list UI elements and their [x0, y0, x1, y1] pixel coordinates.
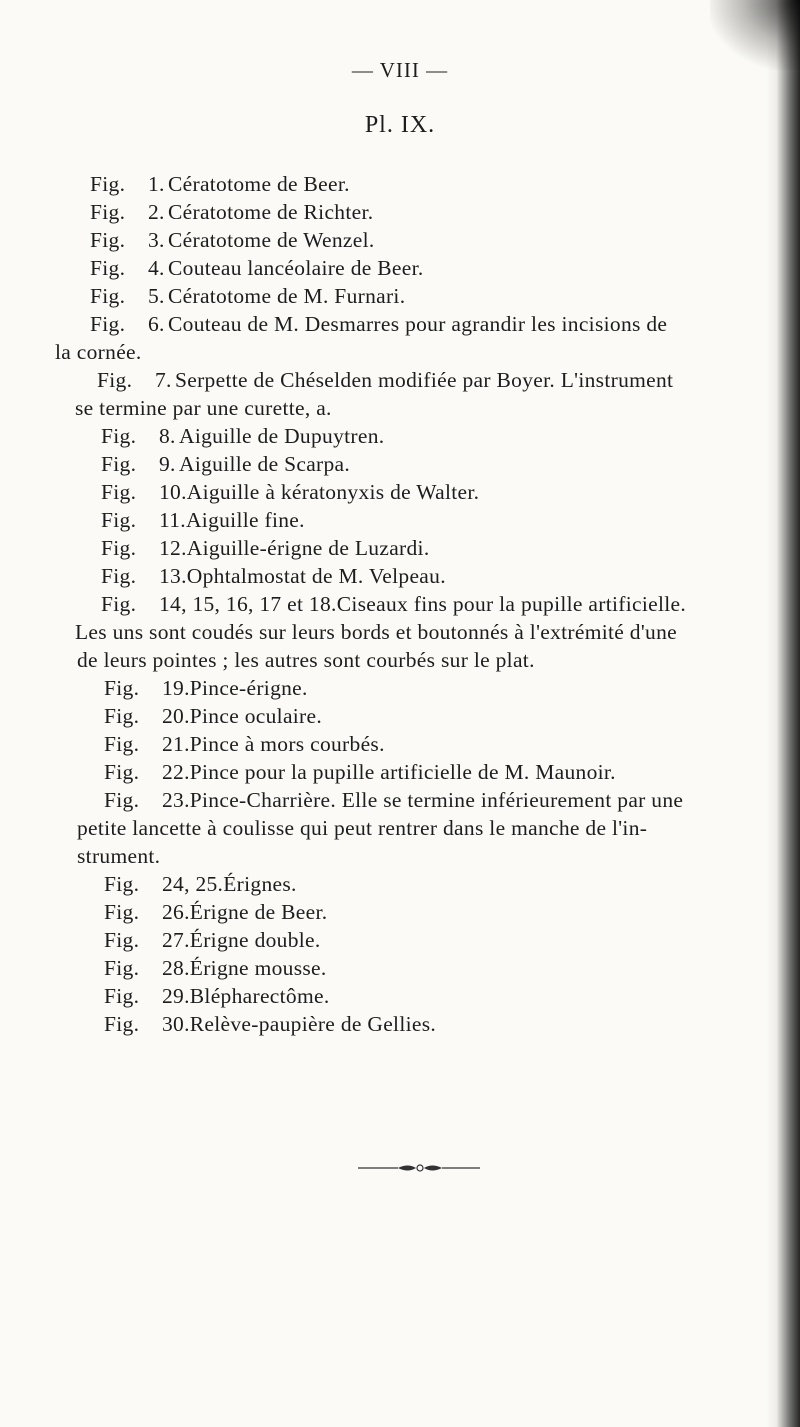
- figure-label: Fig.: [101, 564, 137, 588]
- figure-label: Fig.: [101, 452, 137, 476]
- figure-label: Fig.: [101, 592, 137, 616]
- figure-description: Cératotome de Richter.: [168, 200, 374, 224]
- figure-description: Pince-érigne.: [189, 676, 308, 700]
- figure-line: [90, 228, 375, 253]
- figure-description: Aiguille de Dupuytren.: [179, 424, 385, 448]
- figure-description: Couteau lancéolaire de Beer.: [168, 256, 424, 280]
- figure-description: Érigne de Beer.: [189, 900, 328, 924]
- figure-description: Couteau de M. Desmarres pour agrandir les incisions de: [168, 312, 668, 336]
- figure-label: Fig.: [90, 172, 126, 196]
- figure-line: [104, 956, 327, 981]
- figure-line: [97, 368, 673, 393]
- figure-line: [104, 1012, 436, 1037]
- figure-description: la cornée.: [55, 340, 142, 364]
- figure-line: [104, 704, 322, 729]
- figure-label: Fig.: [90, 228, 126, 252]
- figure-line: [90, 200, 373, 225]
- figure-description: petite lancette à coulisse qui peut rentrer dans le manche de l'in-: [77, 816, 648, 840]
- figure-label: Fig.: [90, 284, 126, 308]
- figure-description: Pince-Charrière. Elle se termine inférieurement par une: [189, 788, 684, 812]
- figure-number: 13.: [159, 564, 187, 588]
- figure-number: 14, 15, 16, 17 et 18.: [159, 592, 337, 616]
- figure-line: [77, 816, 647, 841]
- figure-description: Cératotome de Wenzel.: [168, 228, 375, 252]
- figure-number: 12.: [159, 536, 187, 560]
- figure-number: 5.: [148, 284, 165, 308]
- figure-label: Fig.: [97, 368, 133, 392]
- figure-description: Pince pour la pupille artificielle de M. Maunoir.: [189, 760, 616, 784]
- figure-label: Fig.: [104, 900, 140, 924]
- figure-line: [104, 900, 327, 925]
- figure-line: [90, 172, 350, 197]
- figure-line: [75, 620, 677, 645]
- figure-line: [90, 284, 405, 309]
- figure-number: 10.: [159, 480, 187, 504]
- figure-label: Fig.: [104, 928, 140, 952]
- figure-description: Ophtalmostat de M. Velpeau.: [186, 564, 446, 588]
- figure-number: 2.: [148, 200, 165, 224]
- figure-number: 29.: [162, 984, 190, 1008]
- figure-number: 19.: [162, 676, 190, 700]
- figure-number: 4.: [148, 256, 165, 280]
- figure-description: Aiguille fine.: [185, 508, 305, 532]
- figure-number: 8.: [159, 424, 176, 448]
- figure-label: Fig.: [101, 480, 137, 504]
- figure-number: 30.: [162, 1012, 190, 1036]
- figure-label: Fig.: [104, 788, 140, 812]
- figure-label: Fig.: [101, 536, 137, 560]
- figure-line: [104, 984, 330, 1009]
- figure-description: Les uns sont coudés sur leurs bords et boutonnés à l'extrémité d'une: [75, 620, 677, 644]
- figure-label: Fig.: [104, 956, 140, 980]
- figure-line: [77, 648, 535, 673]
- page-edge-shadow: [766, 0, 800, 1427]
- figure-line: [104, 676, 308, 701]
- figure-number: 22.: [162, 760, 190, 784]
- figure-label: Fig.: [90, 256, 126, 280]
- figure-number: 27.: [162, 928, 190, 952]
- figure-label: Fig.: [90, 200, 126, 224]
- figure-description: Ciseaux fins pour la pupille artificielle.: [336, 592, 687, 616]
- figure-number: 7.: [155, 368, 172, 392]
- figure-description: Pince à mors courbés.: [189, 732, 385, 756]
- page-number: — VIII —: [351, 58, 449, 82]
- figure-description: Érigne double.: [189, 928, 321, 952]
- figure-line: [101, 508, 305, 533]
- figure-line: [101, 452, 350, 477]
- figure-label: Fig.: [104, 676, 140, 700]
- figure-description: Érigne mousse.: [189, 956, 327, 980]
- figure-description: Cératotome de Beer.: [168, 172, 350, 196]
- figure-label: Fig.: [90, 312, 126, 336]
- figure-number: 9.: [159, 452, 176, 476]
- figure-label: Fig.: [104, 872, 140, 896]
- figure-description: Aiguille de Scarpa.: [179, 452, 351, 476]
- figure-number: 11.: [159, 508, 186, 532]
- plate-title: Pl. IX.: [364, 112, 436, 138]
- figure-description: strument.: [77, 844, 161, 868]
- figure-description: Relève-paupière de Gellies.: [189, 1012, 437, 1036]
- figure-number: 21.: [162, 732, 190, 756]
- figure-line: [55, 340, 142, 365]
- figure-label: Fig.: [101, 508, 137, 532]
- figure-line: [104, 788, 683, 813]
- figure-line: [101, 424, 384, 449]
- figure-line: [101, 564, 446, 589]
- figure-number: 3.: [148, 228, 165, 252]
- figure-number: 1.: [148, 172, 165, 196]
- figure-description: se termine par une curette, a.: [75, 396, 332, 420]
- figure-line: [101, 592, 686, 617]
- figure-label: Fig.: [104, 732, 140, 756]
- figure-label: Fig.: [104, 760, 140, 784]
- figure-line: [104, 928, 321, 953]
- figure-line: [90, 312, 667, 337]
- figure-line: [75, 396, 332, 421]
- figure-label: Fig.: [104, 704, 140, 728]
- figure-description: de leurs pointes ; les autres sont courbés sur le plat.: [77, 648, 535, 672]
- figure-description: Serpette de Chéselden modifiée par Boyer. L'instrument: [175, 368, 674, 392]
- figure-line: [77, 844, 160, 869]
- figure-number: 23.: [162, 788, 190, 812]
- figure-label: Fig.: [104, 984, 140, 1008]
- end-ornament: [358, 1162, 480, 1174]
- figure-description: Cératotome de M. Furnari.: [168, 284, 406, 308]
- figure-description: Pince oculaire.: [189, 704, 323, 728]
- figure-number: 20.: [162, 704, 190, 728]
- figure-line: [104, 872, 297, 897]
- figure-line: [101, 480, 479, 505]
- figure-line: [90, 256, 424, 281]
- figure-label: Fig.: [101, 424, 137, 448]
- figure-line: [104, 760, 616, 785]
- figure-number: 28.: [162, 956, 190, 980]
- figure-line: [104, 732, 385, 757]
- figure-description: Blépharectôme.: [189, 984, 330, 1008]
- figure-label: Fig.: [104, 1012, 140, 1036]
- figure-description: Aiguille à kératonyxis de Walter.: [186, 480, 480, 504]
- figure-number: 24, 25.: [162, 872, 224, 896]
- figure-description: Érignes.: [223, 872, 297, 896]
- figure-description: Aiguille-érigne de Luzardi.: [186, 536, 430, 560]
- figure-line: [101, 536, 430, 561]
- figure-number: 6.: [148, 312, 165, 336]
- figure-number: 26.: [162, 900, 190, 924]
